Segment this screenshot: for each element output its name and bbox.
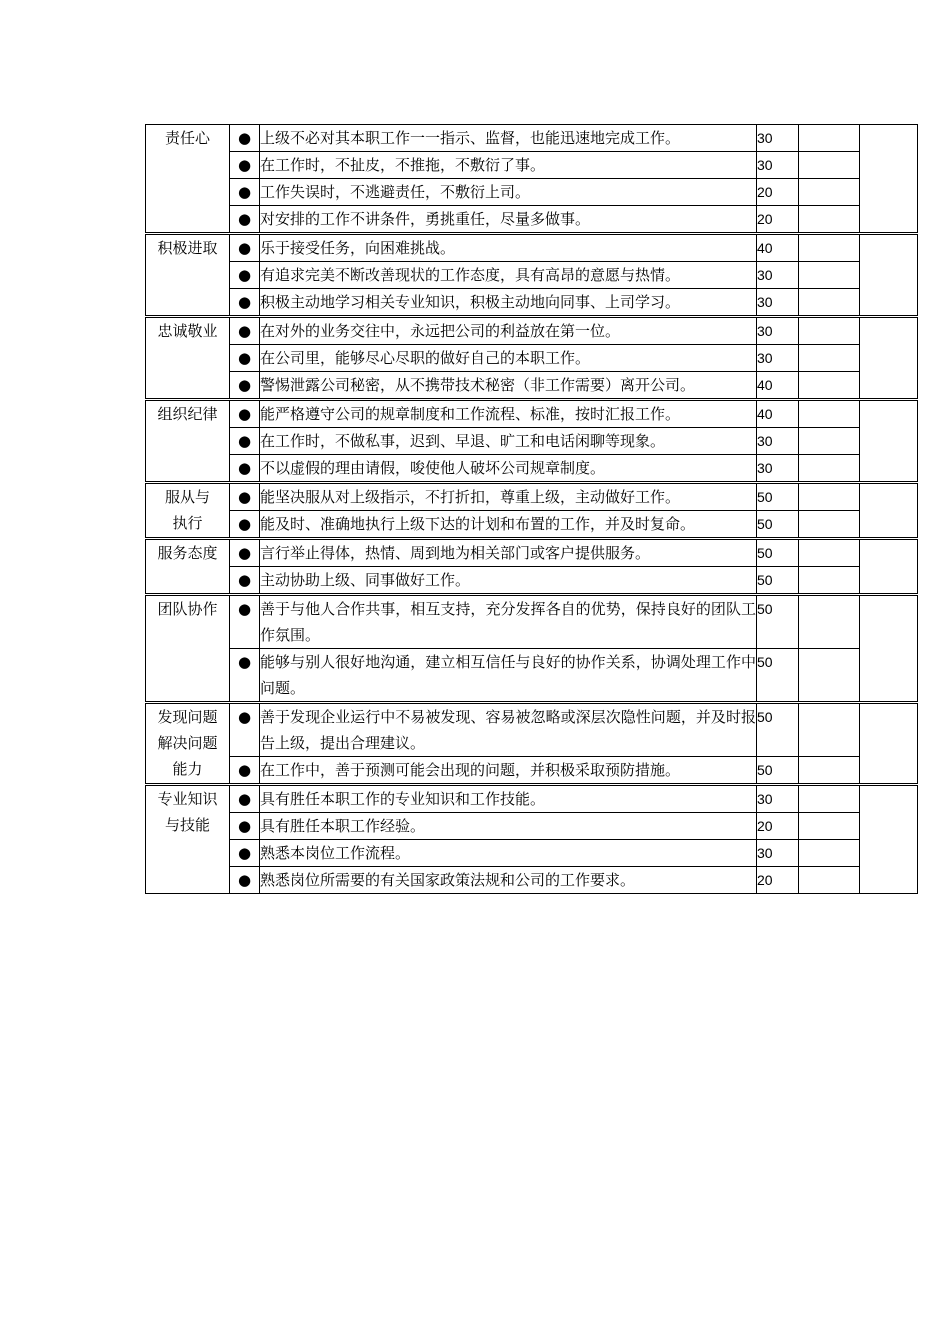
self-rating-cell[interactable] xyxy=(799,206,860,234)
score-value: 30 xyxy=(757,125,799,152)
self-rating-cell[interactable] xyxy=(799,400,860,428)
evaluation-table xyxy=(145,124,918,894)
bullet-icon: ● xyxy=(230,345,260,372)
self-rating-cell[interactable] xyxy=(799,372,860,400)
category-cell xyxy=(146,234,230,317)
bullet-icon: ● xyxy=(230,511,260,539)
table-row xyxy=(146,234,918,262)
group-rating-cell[interactable] xyxy=(860,317,918,400)
category-label: 能力 xyxy=(172,760,203,778)
group-rating-cell[interactable] xyxy=(860,785,918,894)
table-row xyxy=(146,813,918,840)
score-value: 30 xyxy=(757,455,799,483)
category-label: 专业知识 xyxy=(157,790,218,808)
table-row xyxy=(146,317,918,345)
bullet-icon: ● xyxy=(230,400,260,428)
criterion-text: 熟悉本岗位工作流程。 xyxy=(260,840,757,867)
score-value: 40 xyxy=(757,234,799,262)
score-value: 50 xyxy=(757,483,799,511)
score-value: 30 xyxy=(757,152,799,179)
self-rating-cell[interactable] xyxy=(799,262,860,289)
evaluation-sheet xyxy=(145,124,917,894)
table-row xyxy=(146,345,918,372)
criterion-text: 能严格遵守公司的规章制度和工作流程、标准，按时汇报工作。 xyxy=(260,400,757,428)
table-row xyxy=(146,372,918,400)
bullet-icon: ● xyxy=(230,539,260,567)
criterion-text: 善于发现企业运行中不易被发现、容易被忽略或深层次隐性问题，并及时报告上级，提出合理建议。 xyxy=(260,703,757,757)
criterion-text: 在对外的业务交往中，永远把公司的利益放在第一位。 xyxy=(260,317,757,345)
criterion-text: 善于与他人合作共事，相互支持，充分发挥各自的优势，保持良好的团队工作氛围。 xyxy=(260,595,757,649)
table-row xyxy=(146,649,918,703)
table-row xyxy=(146,152,918,179)
self-rating-cell[interactable] xyxy=(799,757,860,785)
table-row xyxy=(146,428,918,455)
criterion-text: 能及时、准确地执行上级下达的计划和布置的工作，并及时复命。 xyxy=(260,511,757,539)
group-rating-cell[interactable] xyxy=(860,483,918,539)
bullet-icon: ● xyxy=(230,595,260,649)
score-value: 30 xyxy=(757,317,799,345)
self-rating-cell[interactable] xyxy=(799,813,860,840)
table-row xyxy=(146,785,918,813)
group-rating-cell[interactable] xyxy=(860,125,918,234)
category-cell xyxy=(146,703,230,785)
score-value: 20 xyxy=(757,813,799,840)
score-value: 30 xyxy=(757,785,799,813)
category-cell xyxy=(146,595,230,703)
bullet-icon: ● xyxy=(230,234,260,262)
category-label: 服务态度 xyxy=(157,544,218,562)
criterion-text: 在工作时，不做私事，迟到、早退、旷工和电话闲聊等现象。 xyxy=(260,428,757,455)
table-row xyxy=(146,179,918,206)
criterion-text: 在工作中，善于预测可能会出现的问题，并积极采取预防措施。 xyxy=(260,757,757,785)
bullet-icon: ● xyxy=(230,428,260,455)
category-label: 积极进取 xyxy=(157,239,218,257)
group-rating-cell[interactable] xyxy=(860,539,918,595)
criterion-text: 有追求完美不断改善现状的工作态度，具有高昂的意愿与热情。 xyxy=(260,262,757,289)
self-rating-cell[interactable] xyxy=(799,125,860,152)
criterion-text: 不以虚假的理由请假，唆使他人破坏公司规章制度。 xyxy=(260,455,757,483)
bullet-icon: ● xyxy=(230,179,260,206)
score-value: 50 xyxy=(757,649,799,703)
criterion-text: 主动协助上级、同事做好工作。 xyxy=(260,567,757,595)
category-cell xyxy=(146,483,230,539)
score-value: 20 xyxy=(757,179,799,206)
category-cell xyxy=(146,400,230,483)
table-row xyxy=(146,595,918,649)
group-rating-cell[interactable] xyxy=(860,595,918,703)
score-value: 50 xyxy=(757,595,799,649)
category-label: 服从与 xyxy=(164,488,210,506)
criterion-text: 言行举止得体，热情、周到地为相关部门或客户提供服务。 xyxy=(260,539,757,567)
table-row xyxy=(146,703,918,757)
self-rating-cell[interactable] xyxy=(799,345,860,372)
score-value: 50 xyxy=(757,511,799,539)
table-row xyxy=(146,262,918,289)
score-value: 30 xyxy=(757,262,799,289)
bullet-icon: ● xyxy=(230,703,260,757)
score-value: 50 xyxy=(757,567,799,595)
self-rating-cell[interactable] xyxy=(799,428,860,455)
category-label: 团队协作 xyxy=(157,600,218,618)
bullet-icon: ● xyxy=(230,785,260,813)
table-row xyxy=(146,840,918,867)
bullet-icon: ● xyxy=(230,483,260,511)
bullet-icon: ● xyxy=(230,567,260,595)
category-label: 责任心 xyxy=(164,129,210,147)
self-rating-cell[interactable] xyxy=(799,539,860,567)
bullet-icon: ● xyxy=(230,757,260,785)
self-rating-cell[interactable] xyxy=(799,234,860,262)
bullet-icon: ● xyxy=(230,813,260,840)
bullet-icon: ● xyxy=(230,125,260,152)
score-value: 30 xyxy=(757,345,799,372)
category-label: 解决问题 xyxy=(157,734,218,752)
category-label: 与技能 xyxy=(164,816,210,834)
score-value: 30 xyxy=(757,289,799,317)
self-rating-cell[interactable] xyxy=(799,567,860,595)
bullet-icon: ● xyxy=(230,152,260,179)
score-value: 40 xyxy=(757,400,799,428)
criterion-text: 乐于接受任务，向困难挑战。 xyxy=(260,234,757,262)
category-label: 忠诚敬业 xyxy=(157,322,218,340)
self-rating-cell[interactable] xyxy=(799,649,860,703)
self-rating-cell[interactable] xyxy=(799,511,860,539)
bullet-icon: ● xyxy=(230,317,260,345)
score-value: 30 xyxy=(757,428,799,455)
criterion-text: 在工作时，不扯皮，不推拖，不敷衍了事。 xyxy=(260,152,757,179)
category-label: 执行 xyxy=(172,514,203,532)
category-cell xyxy=(146,539,230,595)
self-rating-cell[interactable] xyxy=(799,595,860,649)
category-cell xyxy=(146,125,230,234)
bullet-icon: ● xyxy=(230,262,260,289)
criterion-text: 具有胜任本职工作经验。 xyxy=(260,813,757,840)
bullet-icon: ● xyxy=(230,455,260,483)
table-row xyxy=(146,455,918,483)
score-value: 20 xyxy=(757,206,799,234)
self-rating-cell[interactable] xyxy=(799,867,860,894)
bullet-icon: ● xyxy=(230,372,260,400)
score-value: 50 xyxy=(757,703,799,757)
evaluation-table-body xyxy=(146,125,918,894)
table-row xyxy=(146,539,918,567)
self-rating-cell[interactable] xyxy=(799,840,860,867)
group-rating-cell[interactable] xyxy=(860,400,918,483)
table-row xyxy=(146,567,918,595)
self-rating-cell[interactable] xyxy=(799,152,860,179)
criterion-text: 工作失误时，不逃避责任，不敷衍上司。 xyxy=(260,179,757,206)
bullet-icon: ● xyxy=(230,206,260,234)
criterion-text: 熟悉岗位所需要的有关国家政策法规和公司的工作要求。 xyxy=(260,867,757,894)
table-row xyxy=(146,206,918,234)
table-row xyxy=(146,400,918,428)
self-rating-cell[interactable] xyxy=(799,289,860,317)
score-value: 20 xyxy=(757,867,799,894)
criterion-text: 警惕泄露公司秘密，从不携带技术秘密（非工作需要）离开公司。 xyxy=(260,372,757,400)
table-row xyxy=(146,757,918,785)
category-label: 组织纪律 xyxy=(157,405,218,423)
criterion-text: 能坚决服从对上级指示，不打折扣，尊重上级，主动做好工作。 xyxy=(260,483,757,511)
table-row xyxy=(146,867,918,894)
table-row xyxy=(146,483,918,511)
self-rating-cell[interactable] xyxy=(799,785,860,813)
self-rating-cell[interactable] xyxy=(799,179,860,206)
score-value: 50 xyxy=(757,757,799,785)
score-value: 30 xyxy=(757,840,799,867)
criterion-text: 对安排的工作不讲条件，勇挑重任，尽量多做事。 xyxy=(260,206,757,234)
score-value: 50 xyxy=(757,539,799,567)
criterion-text: 积极主动地学习相关专业知识，积极主动地向同事、上司学习。 xyxy=(260,289,757,317)
self-rating-cell[interactable] xyxy=(799,455,860,483)
self-rating-cell[interactable] xyxy=(799,317,860,345)
category-cell xyxy=(146,317,230,400)
criterion-text: 具有胜任本职工作的专业知识和工作技能。 xyxy=(260,785,757,813)
self-rating-cell[interactable] xyxy=(799,703,860,757)
bullet-icon: ● xyxy=(230,289,260,317)
group-rating-cell[interactable] xyxy=(860,234,918,317)
criterion-text: 上级不必对其本职工作一一指示、监督，也能迅速地完成工作。 xyxy=(260,125,757,152)
bullet-icon: ● xyxy=(230,649,260,703)
bullet-icon: ● xyxy=(230,867,260,894)
table-row xyxy=(146,289,918,317)
table-row xyxy=(146,511,918,539)
self-rating-cell[interactable] xyxy=(799,483,860,511)
criterion-text: 在公司里，能够尽心尽职的做好自己的本职工作。 xyxy=(260,345,757,372)
score-value: 40 xyxy=(757,372,799,400)
criterion-text: 能够与别人很好地沟通，建立相互信任与良好的协作关系，协调处理工作中问题。 xyxy=(260,649,757,703)
bullet-icon: ● xyxy=(230,840,260,867)
category-label: 发现问题 xyxy=(157,708,218,726)
table-row xyxy=(146,125,918,152)
group-rating-cell[interactable] xyxy=(860,703,918,785)
category-cell xyxy=(146,785,230,894)
